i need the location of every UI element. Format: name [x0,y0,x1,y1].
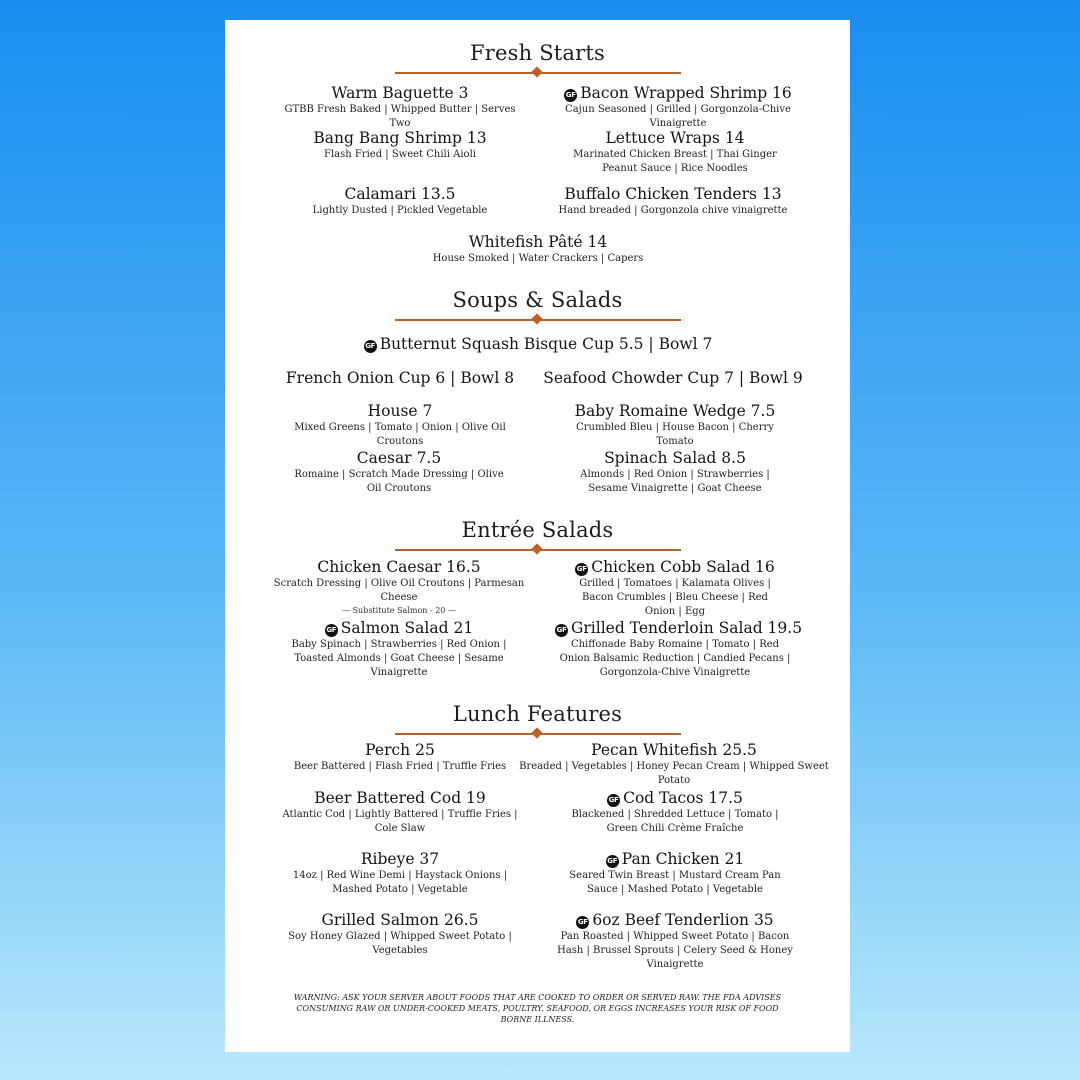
item-description: Breaded | Vegetables | Honey Pecan Cream | Whipped Sweet Potato [519,761,829,786]
item-name: Calamari 13.5 [344,185,456,203]
item-description: Flash Fried | Sweet Chili Aioli [324,149,476,160]
item-description: Lightly Dusted | Pickled Vegetable [312,205,488,216]
item-name: Baby Romaine Wedge 7.5 [574,402,776,420]
section-title-fresh-starts: Fresh Starts [469,41,605,65]
menu-item [555,911,795,972]
item-description: Atlantic Cod | Lightly Battered | Truffle Fries | Cole Slaw [282,809,518,834]
gluten-free-icon: GF [555,624,568,637]
item-name: Chicken Cobb Salad 16 [591,558,775,576]
item-name: Beer Battered Cod 19 [314,789,486,807]
gluten-free-icon: GF [364,340,377,353]
menu-item [280,369,520,388]
gluten-free-icon: GF [606,855,619,868]
menu-item [293,449,505,496]
menu-item [285,619,513,680]
menu-item [277,850,523,897]
menu-item [555,619,803,680]
item-description: Almonds | Red Onion | Strawberries | Sesame Vinaigrette | Goat Cheese [580,469,770,494]
item-name: Whitefish Pâté 14 [468,233,608,251]
item-name: Chicken Caesar 16.5 [317,558,481,576]
menu-item [277,402,523,449]
item-description: Hand breaded | Gorgonzola chive vinaigrette [558,205,788,216]
menu-item [560,402,790,449]
gluten-free-icon: GF [607,794,620,807]
item-name: Warm Baguette 3 [331,84,469,102]
item-name: Grilled Tenderloin Salad 19.5 [571,619,803,637]
section-divider [395,319,681,321]
item-description: Pan Roasted | Whipped Sweet Potato | Bacon Hash | Brussel Sprouts | Celery Seed & Honey Vinaigrette [557,931,793,970]
menu-item [570,449,780,496]
gluten-free-icon: GF [564,89,577,102]
item-name: Caesar 7.5 [356,449,442,467]
item-name: Perch 25 [365,741,435,759]
item-name: Pecan Whitefish 25.5 [591,741,757,759]
item-name: Bacon Wrapped Shrimp 16 [580,84,792,102]
section-title-lunch-features: Lunch Features [452,702,623,726]
item-name: Spinach Salad 8.5 [604,449,746,467]
section-title-soups-salads: Soups & Salads [452,288,623,312]
item-description: Crumbled Bleu | House Bacon | Cherry Tomato [576,422,774,447]
menu-item [570,558,780,619]
menu-item [280,84,520,131]
menu-item [280,185,520,218]
gluten-free-icon: GF [325,624,338,637]
item-name: Pan Chicken 21 [621,850,745,868]
item-description: Soy Honey Glazed | Whipped Sweet Potato | Vegetables [288,931,512,956]
item-name: 6oz Beef Tenderlion 35 [592,911,774,929]
item-name: Buffalo Chicken Tenders 13 [564,185,782,203]
item-name: French Onion Cup 6 | Bowl 8 [285,369,515,387]
item-description: Chiffonade Baby Romaine | Tomato | Red Onion Balsamic Reduction | Candied Pecans | Gorgonzola-Chive Vinaigrette [559,639,791,678]
item-note: — Substitute Salmon - 20 — [342,606,456,615]
item-description: Cajun Seasoned | Grilled | Gorgonzola-Chive Vinaigrette [565,104,791,129]
item-name: Lettuce Wraps 14 [605,129,745,147]
gluten-free-icon: GF [576,916,589,929]
menu-item [405,233,671,266]
menu-item [280,741,520,774]
item-description: Beer Battered | Flash Fried | Truffle Fries [293,761,507,772]
menu-page [225,20,850,1052]
menu-item [280,129,520,162]
food-safety-warning: WARNING: ASK YOUR SERVER ABOUT FOODS THAT ARE COOKED TO ORDER OR SERVED RAW. THE FDA ADVISES CONSUMING RAW OR UNDER-COOKED MEATS, POULTRY, SEAFOOD, OR EGGS INCREASES YOUR RISK OF FOOD BORNE ILLNESS. [293,993,782,1024]
item-name: Ribeye 37 [360,850,440,868]
menu-item [515,741,833,788]
item-name: Butternut Squash Bisque Cup 5.5 | Bowl 7 [379,335,713,353]
item-description: Blackened | Shredded Lettuce | Tomato | Green Chili Crème Fraîche [571,809,779,834]
item-name: Seafood Chowder Cup 7 | Bowl 9 [543,369,803,387]
item-description: Romaine | Scratch Made Dressing | Olive Oil Croutons [294,469,504,494]
item-description: Seared Twin Breast | Mustard Cream Pan Sauce | Mashed Potato | Vegetable [569,870,781,895]
menu-item [543,84,813,131]
item-description: Marinated Chicken Breast | Thai Ginger Peanut Sauce | Rice Noodles [573,149,777,174]
menu-item [543,369,803,388]
item-description: GTBB Fresh Baked | Whipped Butter | Serves Two [284,104,516,129]
item-description: Baby Spinach | Strawberries | Red Onion | Toasted Almonds | Goat Cheese | Sesame Vinaigrette [291,639,507,678]
menu-item [560,129,790,176]
item-description: Scratch Dressing | Olive Oil Croutons | Parmesan Cheese [273,578,525,603]
item-name: Salmon Salad 21 [340,619,474,637]
item-description: 14oz | Red Wine Demi | Haystack Onions | Mashed Potato | Vegetable [292,870,508,895]
item-name: Cod Tacos 17.5 [623,789,743,807]
menu-item [543,185,803,218]
item-description: Mixed Greens | Tomato | Onion | Olive Oil Croutons [294,422,506,447]
menu-item [287,911,513,958]
section-divider [395,72,681,74]
section-title-entree-salads: Entrée Salads [461,518,614,542]
item-name: Grilled Salmon 26.5 [321,911,479,929]
menu-item [560,850,790,897]
section-divider [395,733,681,735]
item-name: Bang Bang Shrimp 13 [313,129,487,147]
item-description: House Smoked | Water Crackers | Capers [432,253,644,264]
gluten-free-icon: GF [575,563,588,576]
menu-item [560,789,790,836]
menu-item [325,335,751,354]
item-description: Grilled | Tomatoes | Kalamata Olives | Bacon Crumbles | Bleu Cheese | Red Onion | Egg [579,578,771,617]
section-divider [395,549,681,551]
menu-item [280,789,520,836]
menu-item [263,558,535,617]
item-name: House 7 [367,402,433,420]
